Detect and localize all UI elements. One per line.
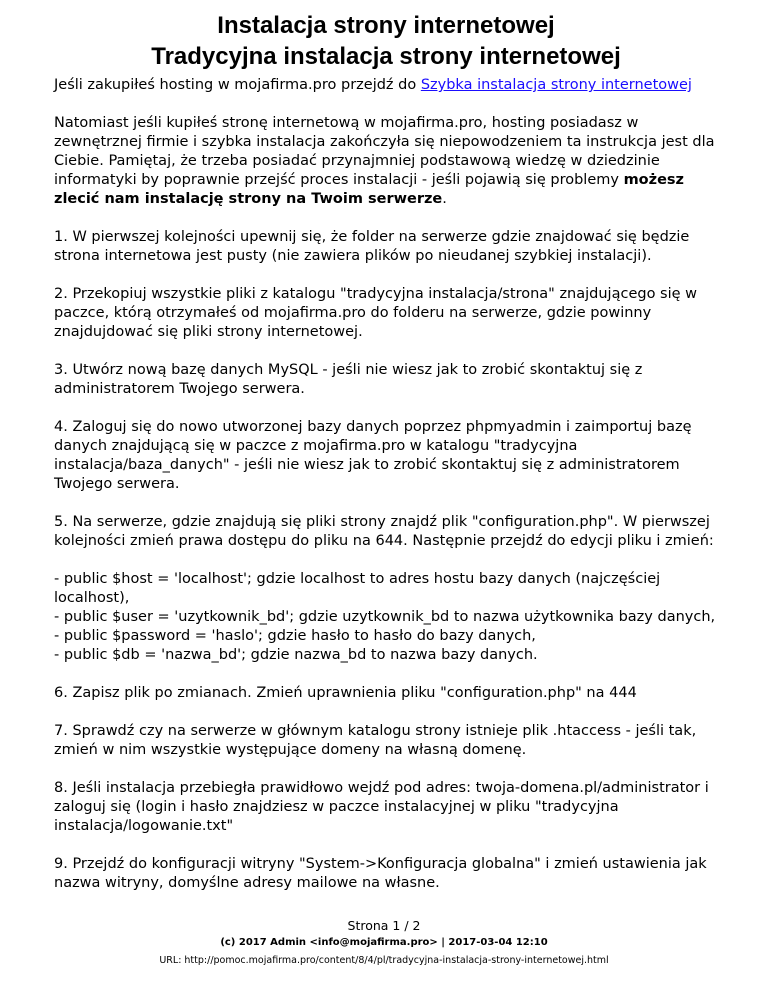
step-7: 7. Sprawdź czy na serwerze w głównym katalogu strony istnieje plik .htaccess - jeśli tak, zmień w nim wszystkie występujące domeny na własną domenę.: [54, 723, 697, 758]
notice-text: Natomiast jeśli kupiłeś stronę internetową w mojafirma.pro, hosting posiadasz w zewnętrznej firmie i szybka instalacja zakończyła się niepowodzeniem ta instrukcja jest dla Ciebie. Pamiętaj, że trzeba posiadać przynajmniej podstawową wiedzę w dziedzinie informatyki by poprawnie przejść proces instalacji - jeśli pojawią się problemy: [54, 115, 715, 188]
step-9: 9. Przejdź do konfiguracji witryny "System->Konfiguracja globalna" i zmień ustawienia jak nazwa witryny, domyślne adresy mailowe na własne.: [54, 856, 707, 891]
step-1: 1. W pierwszej kolejności upewnij się, że folder na serwerze gdzie znajdować się będzie strona internetowa jest pusty (nie zawiera plików po nieudanej szybkiej instalacji).: [54, 229, 690, 264]
footer-url: URL: http://pomoc.mojafirma.pro/content/8/4/pl/tradycyjna-instalacja-strony-internetowej.html: [159, 955, 609, 966]
footer-copyright: (c) 2017 Admin <info@mojafirma.pro> | 2017-03-04 12:10: [220, 937, 548, 948]
quick-install-link[interactable]: Szybka instalacja strony internetowej: [420, 77, 692, 93]
step-8: 8. Jeśli instalacja przebiegła prawidłowo wejdź pod adres: twoja-domena.pl/administrator i zaloguj się (login i hasło znajdziesz w paczce instalacyjnej w pliku "tradycyjna instalacja/logowanie.txt": [54, 780, 709, 834]
page-subtitle: Tradycyjna instalacja strony internetowej: [151, 43, 621, 70]
paragraph-notice: [54, 114, 718, 209]
page-number: Strona 1 / 2: [347, 918, 421, 933]
document-page: [54, 10, 718, 912]
config-line-host: - public $host = 'localhost'; gdzie localhost to adres hostu bazy danych (najczęściej localhost),: [54, 571, 661, 606]
notice-bold: możesz zlecić nam instalację strony na Twoim serwerze: [54, 172, 684, 207]
step-6: 6. Zapisz plik po zmianach. Zmień uprawnienia pliku "configuration.php" na 444: [54, 685, 637, 701]
config-line-db: - public $db = 'nazwa_bd'; gdzie nazwa_bd to nazwa bazy danych.: [54, 647, 538, 663]
page-title: Instalacja strony internetowej: [217, 12, 555, 39]
step-4: 4. Zaloguj się do nowo utworzonej bazy danych poprzez phpmyadmin i zaimportuj bazę danych znajdującą się w paczce z mojafirma.pro w katalogu "tradycyjna instalacja/baza_danych" - jeśli nie wiesz jak to zrobić skontaktuj się z administratorem Twojego serwera.: [54, 419, 692, 492]
step-5: 5. Na serwerze, gdzie znajdują się pliki strony znajdź plik "configuration.php". W pierwszej kolejności zmień prawa dostępu do pliku na 644. Następnie przejdź do edycji pliku i zmień:: [54, 514, 714, 549]
intro-text: Jeśli zakupiłeś hosting w mojafirma.pro przejdź do: [54, 77, 421, 93]
config-line-user: - public $user = 'uzytkownik_bd'; gdzie uzytkownik_bd to nazwa użytkownika bazy danych,: [54, 609, 716, 625]
step-2: 2. Przekopiuj wszystkie pliki z katalogu "tradycyjna instalacja/strona" znajdującego się w paczce, którą otrzymałeś od mojafirma.pro do folderu na serwerze, gdzie powinny znajdujdować się pliki strony internetowej.: [54, 286, 698, 340]
config-line-password: - public $password = 'haslo'; gdzie hasło to hasło do bazy danych,: [54, 628, 536, 644]
notice-end: .: [442, 191, 447, 207]
intro-paragraph: [54, 76, 718, 95]
step-3: 3. Utwórz nową bazę danych MySQL - jeśli nie wiesz jak to zrobić skontaktuj się z administratorem Twojego serwera.: [54, 362, 643, 397]
config-list: [54, 570, 718, 665]
